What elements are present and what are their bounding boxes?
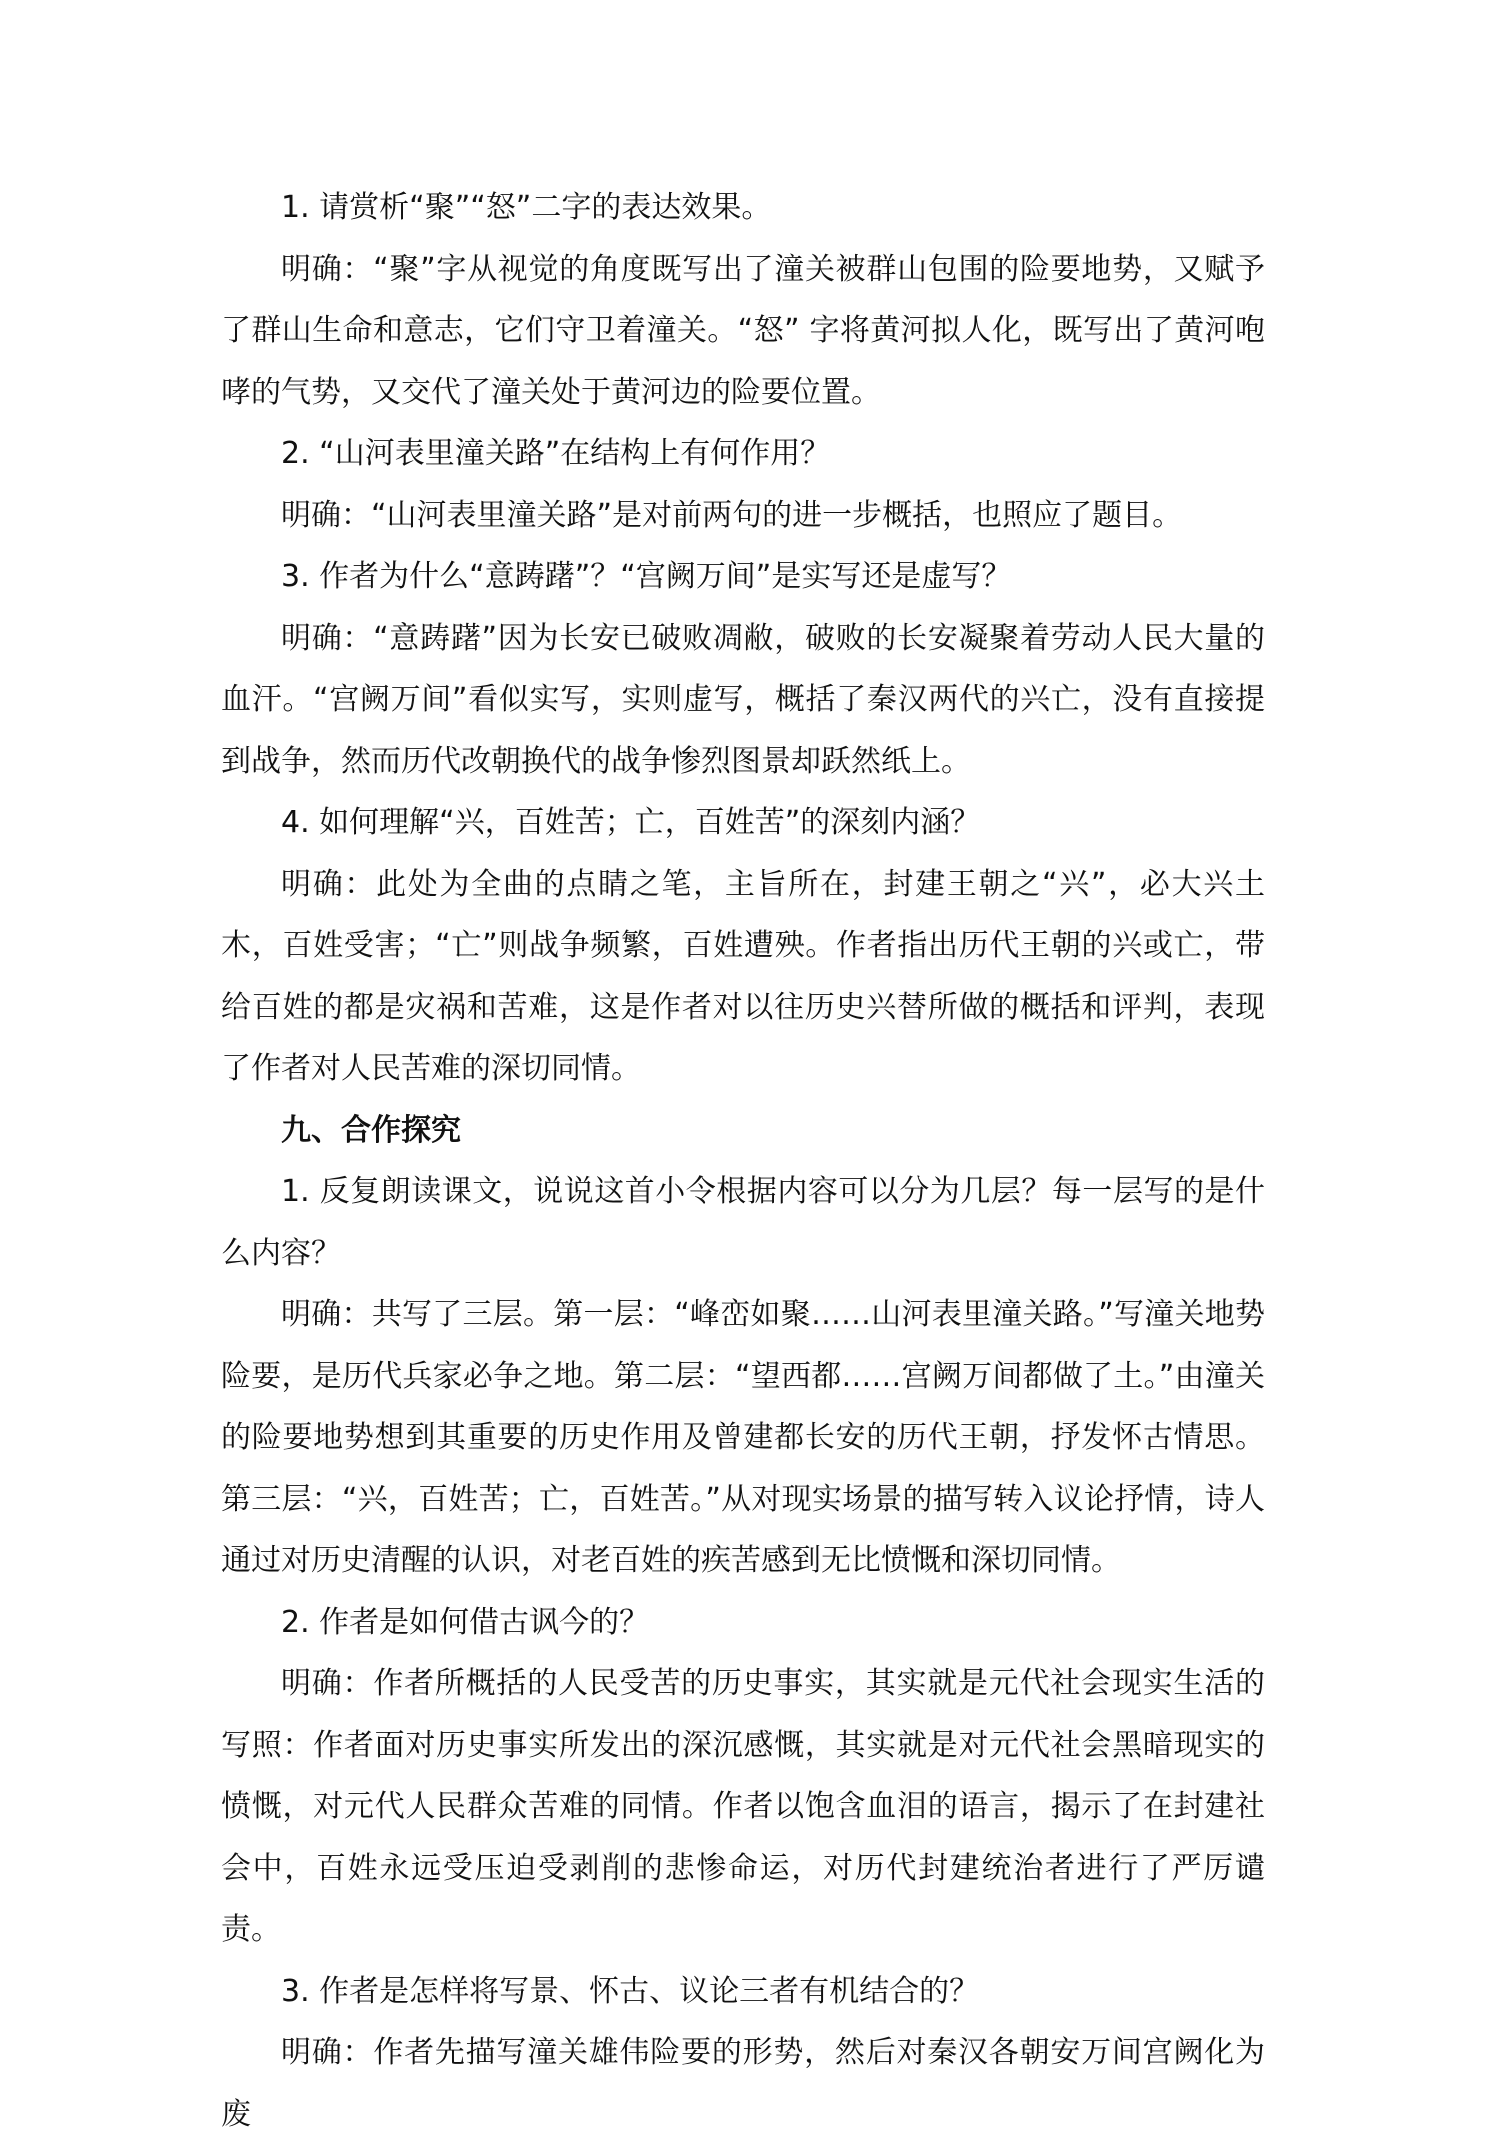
question-4: 4. 如何理解“兴，百姓苦；亡，百姓苦”的深刻内涵？	[281, 805, 981, 840]
explore-answer-3: 明确：作者先描写潼关雄伟险要的形势，然后对秦汉各朝安万间宫阙化为废	[221, 2035, 1265, 2132]
explore-question-3: 3. 作者是怎样将写景、怀古、议论三者有机结合的？	[281, 1973, 980, 2009]
explore-answer-2: 明确：作者所概括的人民受苦的历史事实，其实就是元代社会现实生活的写照：作者面对历史事实所发出的深沉感慨，其实就是对元代社会黑暗现实的愤慨，对元代人民群众苦难的同情。作者以饱含血泪的语言，揭示了在封建社会中，百姓永远受压迫受剥削的悲惨命运，对历代封建统治者进行了严厉谴责。	[221, 1666, 1265, 1947]
explore-question-1: 1. 反复朗读课文，说说这首小令根据内容可以分为几层？每一层写的是什么内容？	[221, 1174, 1265, 1271]
question-1: 1. 请赏析“聚”“怒”二字的表达效果。	[281, 190, 772, 225]
answer-2: 明确：“山河表里潼关路”是对前两句的进一步概括，也照应了题目。	[281, 497, 1183, 533]
question-2: 2. “山河表里潼关路”在结构上有何作用？	[281, 436, 831, 471]
answer-1: 明确：“聚”字从视觉的角度既写出了潼关被群山包围的险要地势，又赋予了群山生命和意志，它们守卫着潼关。“怒” 字将黄河拟人化，既写出了黄河咆哮的气势，又交代了潼关处于黄河边的险要位置。	[221, 251, 1265, 410]
section-heading: 九、合作探究	[281, 1112, 461, 1148]
explore-question-2: 2. 作者是如何借古讽今的？	[281, 1604, 650, 1640]
answer-3: 明确：“意踌躇”因为长安已破败凋敝，破败的长安凝聚着劳动人民大量的血汗。“宫阙万间”看似实写，实则虚写，概括了秦汉两代的兴亡，没有直接提到战争，然而历代改朝换代的战争惨烈图景却跃然纸上。	[221, 620, 1265, 779]
document-page	[221, 177, 1265, 2145]
question-3: 3. 作者为什么“意踌躇”？“宫阙万间”是实写还是虚写？	[281, 559, 1012, 594]
explore-answer-1: 明确：共写了三层。第一层：“峰峦如聚……山河表里潼关路。”写潼关地势险要，是历代兵家必争之地。第二层：“望西都……宫阙万间都做了土。”由潼关的险要地势想到其重要的历史作用及曾建都长安的历代王朝，抒发怀古情思。第三层：“兴，百姓苦；亡，百姓苦。”从对现实场景的描写转入议论抒情，诗人通过对历史清醒的认识，对老百姓的疾苦感到无比愤慨和深切同情。	[221, 1297, 1265, 1578]
answer-4: 明确：此处为全曲的点睛之笔，主旨所在，封建王朝之“兴”，必大兴土木，百姓受害；“亡”则战争频繁，百姓遭殃。作者指出历代王朝的兴或亡，带给百姓的都是灾祸和苦难，这是作者对以往历史兴替所做的概括和评判，表现了作者对人民苦难的深切同情。	[221, 866, 1265, 1086]
